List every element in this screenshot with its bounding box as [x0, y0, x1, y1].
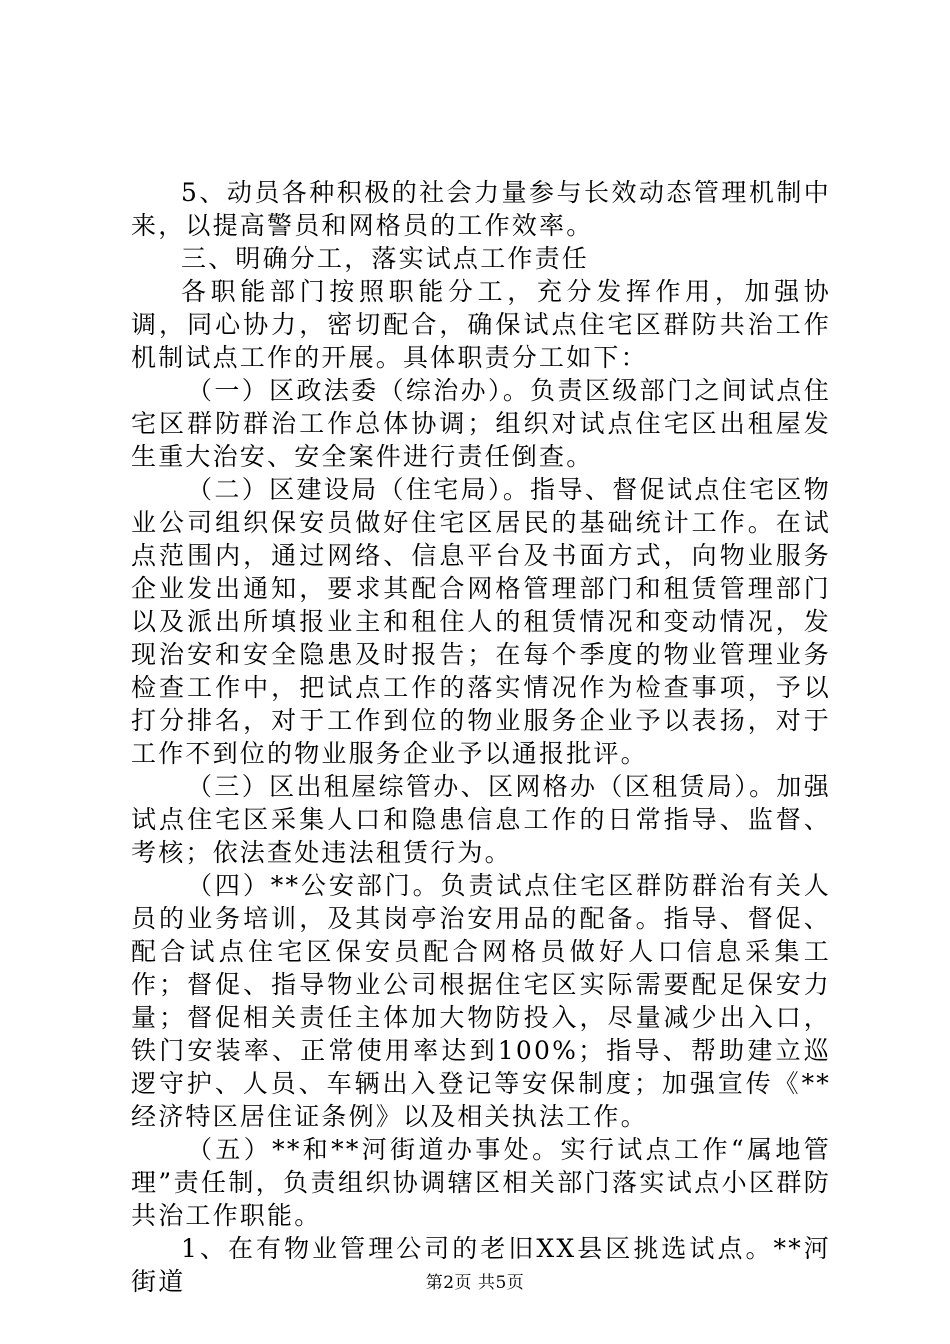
paragraph-2: 各职能部门按照职能分工，充分发挥作用，加强协调，同心协力，密切配合，确保试点住宅区群防共治工作机制试点工作的开展。具体职责分工如下：: [131, 277, 831, 372]
paragraph-1: 5、动员各种积极的社会力量参与长效动态管理机制中来，以提高警员和网格员的工作效率。: [131, 178, 831, 240]
paragraph-item-5: （五）**和**河街道办事处。实行试点工作“属地管理”责任制，负责组织协调辖区相关部门落实试点小区群防共治工作职能。: [131, 1135, 831, 1230]
page-footer: 第2页 共5页: [425, 1273, 525, 1293]
paragraph-item-1: （一）区政法委（综治办）。负责区级部门之间试点住宅区群防群治工作总体协调；组织对试点住宅区出租屋发生重大治安、安全案件进行责任倒查。: [131, 376, 831, 471]
paragraph-subitem-1: 1、在有物业管理公司的老旧XX县区挑选试点。**河街道: [131, 1234, 831, 1296]
paragraph-item-3: （三）区出租屋综管办、区网格办（区租赁局）。加强试点住宅区采集人口和隐患信息工作的日常指导、监督、考核；依法查处违法租赁行为。: [131, 772, 831, 867]
section-heading-3: 三、明确分工，落实试点工作责任: [181, 244, 590, 273]
paragraph-item-4: （四）**公安部门。负责试点住宅区群防群治有关人员的业务培训，及其岗亭治安用品的配备。指导、督促、配合试点住宅区保安员配合网格员做好人口信息采集工作；督促、指导物业公司根据住宅区实际需要配足保安力量；督促相关责任主体加大物防投入，尽量减少出入口，铁门安装率、正常使用率达到100%；指导、帮助建立巡逻守护、人员、车辆出入登记等安保制度；加强宣传《**经济特区居住证条例》以及相关执法工作。: [131, 871, 831, 1131]
paragraph-item-2: （二）区建设局（住宅局）。指导、督促试点住宅区物业公司组织保安员做好住宅区居民的基础统计工作。在试点范围内，通过网络、信息平台及书面方式，向物业服务企业发出通知，要求其配合网格管理部门和租赁管理部门以及派出所填报业主和租住人的租赁情况和变动情况，发现治安和安全隐患及时报告；在每个季度的物业管理业务检查工作中，把试点工作的落实情况作为检查事项，予以打分排名，对于工作到位的物业服务企业予以表扬，对于工作不到位的物业服务企业予以通报批评。: [131, 475, 831, 768]
document-body: [131, 176, 831, 1298]
